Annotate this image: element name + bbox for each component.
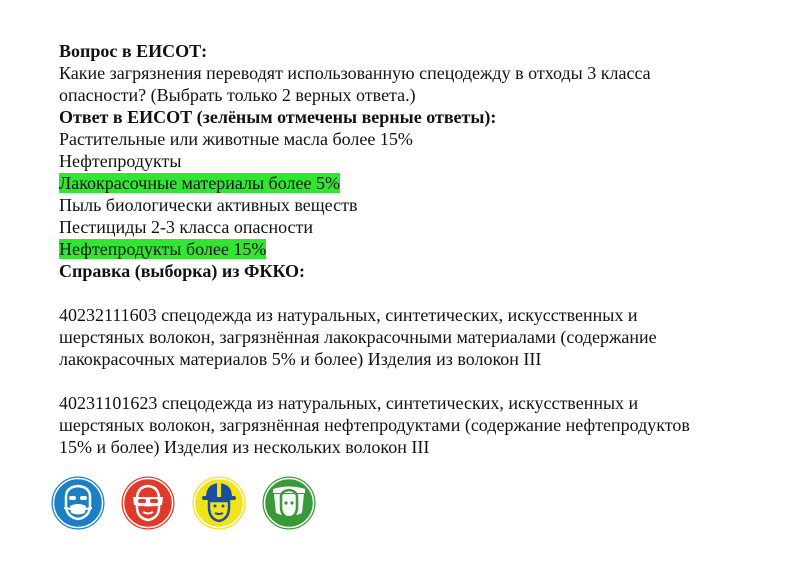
question-heading: Вопрос в ЕИСОТ: xyxy=(59,41,208,61)
answer-option-text: Пыль биологически активных веществ xyxy=(59,195,358,215)
safety-goggles-icon xyxy=(120,475,176,531)
answer-option xyxy=(59,216,759,238)
answer-option-text: Пестициды 2-3 класса опасности xyxy=(59,217,314,237)
spacer xyxy=(59,370,759,392)
reference-entry-2-line-1: 40231101623 спецодежда из натуральных, синтетических, искусственных и xyxy=(59,393,639,413)
reference-entry-1-line-3: лакокрасочных материалов 5% и более) Изделия из волокон III xyxy=(59,349,542,369)
question-text-line-1: Какие загрязнения переводят использованную спецодежду в отходы 3 класса xyxy=(59,63,651,83)
respirator-mask-icon xyxy=(50,475,106,531)
answer-option xyxy=(59,128,759,150)
reference-entry-2-line-2: шерстяных волокон, загрязнённая нефтепродуктами (содержание нефтепродуктов xyxy=(59,415,690,435)
answer-option xyxy=(59,150,759,172)
reference-entry-1-line-1: 40232111603 спецодежда из натуральных, синтетических, искусственных и xyxy=(59,305,638,325)
answer-option-text-highlighted: Лакокрасочные материалы более 5% xyxy=(59,173,340,193)
hard-hat-icon xyxy=(191,475,247,531)
reference-heading: Справка (выборка) из ФККО: xyxy=(59,261,306,281)
answer-option-correct xyxy=(59,238,759,260)
question-text-line-2: опасности? (Выбрать только 2 верных ответа.) xyxy=(59,85,416,105)
answer-option-text: Нефтепродукты xyxy=(59,151,182,171)
reference-entry-2-line-3: 15% и более) Изделия из нескольких волокон III xyxy=(59,437,430,457)
reference-entry-1-line-2: шерстяных волокон, загрязнённая лакокрасочными материалами (содержание xyxy=(59,327,657,347)
answer-option-text: Растительные или животные масла более 15% xyxy=(59,129,413,149)
spacer xyxy=(59,282,759,304)
answer-option-correct xyxy=(59,172,759,194)
answer-option-text-highlighted: Нефтепродукты более 15% xyxy=(59,239,267,259)
answer-heading: Ответ в ЕИСОТ (зелёным отмечены верные ответы): xyxy=(59,107,497,127)
answer-option xyxy=(59,194,759,216)
face-shield-icon xyxy=(261,475,317,531)
document-body xyxy=(59,40,759,458)
